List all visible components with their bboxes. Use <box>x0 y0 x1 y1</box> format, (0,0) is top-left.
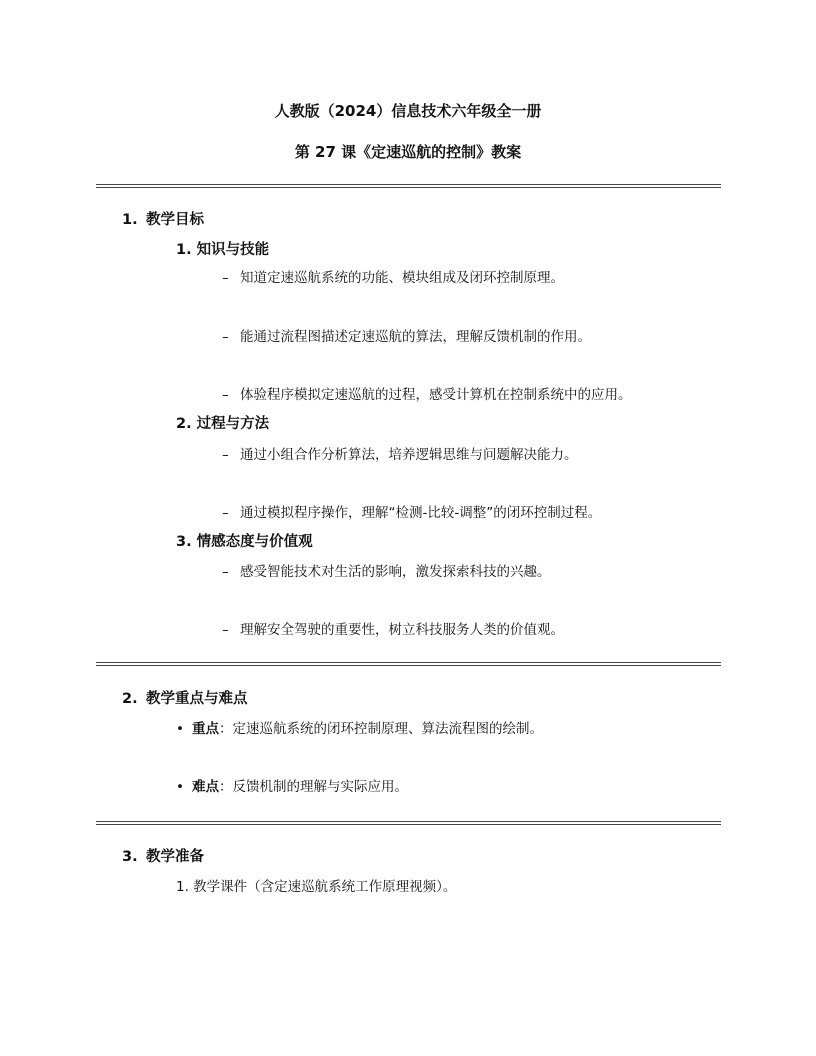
section-heading-preparation <box>122 847 204 867</box>
section-heading-key-points <box>122 689 248 709</box>
list-item <box>222 562 551 582</box>
bullet-label: 难点 <box>192 779 219 795</box>
list-item-text: 能通过流程图描述定速巡航的算法，理解反馈机制的作用。 <box>240 329 591 345</box>
list-item <box>222 503 601 523</box>
list-item <box>222 445 578 465</box>
list-item <box>222 268 564 288</box>
section-number: 3. <box>122 849 138 865</box>
bullet-item-difficulty <box>176 777 408 797</box>
list-item: 1. 教学课件（含定速巡航系统工作原理视频）。 <box>176 879 457 895</box>
section-divider <box>96 821 721 825</box>
dash-marker: – <box>222 505 229 521</box>
dash-marker: – <box>222 447 229 463</box>
lesson-title: 第 27 课《定速巡航的控制》教案 <box>294 143 522 161</box>
bullet-item-key-point <box>176 719 543 739</box>
dash-marker: – <box>222 329 229 345</box>
section-heading-objectives <box>122 210 204 230</box>
list-item <box>222 620 564 640</box>
section-divider <box>96 662 721 666</box>
bullet-text: ：定速巡航系统的闭环控制原理、算法流程图的绘制。 <box>219 721 543 737</box>
list-item-text: 体验程序模拟定速巡航的过程，感受计算机在控制系统中的应用。 <box>240 387 632 403</box>
dash-marker: – <box>222 270 229 286</box>
section-title: 教学准备 <box>146 849 204 865</box>
section-number: 2. <box>122 691 138 707</box>
bullet-text: ：反馈机制的理解与实际应用。 <box>219 779 408 795</box>
section-divider <box>96 184 721 188</box>
list-item-text: 理解安全驾驶的重要性，树立科技服务人类的价值观。 <box>240 622 564 638</box>
section-title: 教学重点与难点 <box>146 691 248 707</box>
bullet-marker: • <box>176 779 184 795</box>
list-item-text: 通过模拟程序操作，理解“检测-比较-调整”的闭环控制过程。 <box>240 505 602 521</box>
list-item-text: 知道定速巡航系统的功能、模块组成及闭环控制原理。 <box>240 270 564 286</box>
list-item-text: 感受智能技术对生活的影响，激发探索科技的兴趣。 <box>240 564 551 580</box>
dash-marker: – <box>222 387 229 403</box>
section-number: 1. <box>122 212 138 228</box>
dash-marker: – <box>222 622 229 638</box>
subsection-heading-knowledge: 1. 知识与技能 <box>176 242 270 258</box>
document-title: 人教版（2024）信息技术六年级全一册 <box>274 102 542 120</box>
dash-marker: – <box>222 564 229 580</box>
list-item <box>222 327 591 347</box>
subsection-heading-process: 2. 过程与方法 <box>176 416 270 432</box>
list-item <box>222 385 632 405</box>
list-item-text: 通过小组合作分析算法，培养逻辑思维与问题解决能力。 <box>240 447 578 463</box>
bullet-label: 重点 <box>192 721 219 737</box>
subsection-heading-attitude: 3. 情感态度与价值观 <box>176 534 313 550</box>
bullet-marker: • <box>176 721 184 737</box>
section-title: 教学目标 <box>146 212 204 228</box>
